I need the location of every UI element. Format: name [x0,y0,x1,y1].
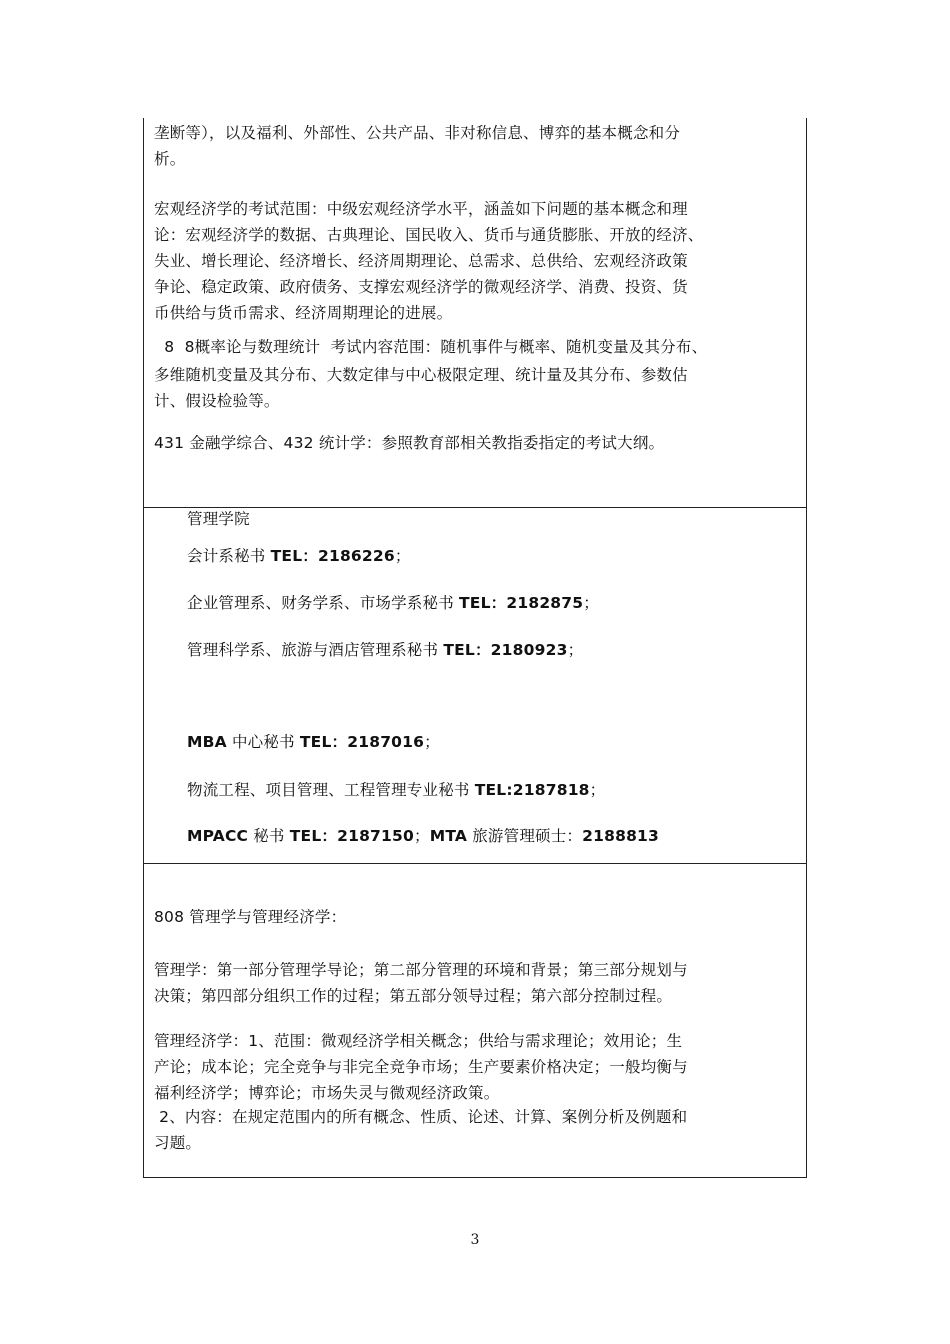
contacts-cell [143,508,807,864]
managerial-econ-line: 2、内容：在规定范围内的所有概念、性质、论述、计算、案例分析及例题和 [154,1108,688,1126]
management-text-line: 管理学：第一部分管理学导论；第二部分管理的环境和背景；第三部分规划与 [154,961,688,979]
logistics-contact: 物流工程、项目管理、工程管理专业秘书 TEL:2187818； [187,781,606,799]
micro-text-line: 析。 [154,150,186,168]
school-name: 管理学院 [187,510,250,528]
mpacc-mta-contact: MPACC 秘书 TEL：2187150；MTA 旅游管理硕士：2188813 [187,827,660,845]
macro-text-line: 币供给与货币需求、经济周期理论的进展。 [154,304,453,322]
accounting-contact: 会计系秘书 TEL：2186226； [187,547,411,565]
mba-contact: MBA 中心秘书 TEL：2187016； [187,733,440,751]
finance-statistics-line: 431 金融学综合、432 统计学：参照教育部相关教指委指定的考试大纲。 [154,434,665,452]
macro-text-line: 论：宏观经济学的数据、古典理论、国民收入、货币与通货膨胀、开放的经济、 [154,226,704,244]
probability-text-line: 多维随机变量及其分布、大数定律与中心极限定理、统计量及其分布、参数估 [154,366,688,384]
micro-text-line: 垄断等），以及福利、外部性、公共产品、非对称信息、博弈的基本概念和分 [154,124,681,142]
managerial-econ-line: 产论；成本论；完全竞争与非完全竞争市场；生产要素价格决定；一般均衡与 [154,1058,688,1076]
probability-text-line: 8 8概率论与数理统计 考试内容范围：随机事件与概率、随机变量及其分布、 [154,338,708,356]
probability-text-line: 计、假设检验等。 [154,392,280,410]
management-exam-cell [143,864,807,1178]
page-number: 3 [470,1232,480,1248]
management-text-line: 决策；第四部分组织工作的过程；第五部分领导过程；第六部分控制过程。 [154,987,673,1005]
managerial-econ-line: 习题。 [154,1134,202,1152]
management-science-contact: 管理科学系、旅游与酒店管理系秘书 TEL：2180923； [187,641,584,659]
macro-text-line: 争论、稳定政策、政府债务、支撑宏观经济学的微观经济学、消费、投资、货 [154,278,688,296]
managerial-econ-line: 管理经济学：1、范围：微观经济学相关概念；供给与需求理论；效用论；生 [154,1032,683,1050]
macro-text-line: 失业、增长理论、经济增长、经济周期理论、总需求、总供给、宏观经济政策 [154,252,688,270]
economics-cell [143,118,807,508]
managerial-econ-line: 福利经济学；博弈论；市场失灵与微观经济政策。 [154,1084,500,1102]
exam-808-title: 808 管理学与管理经济学： [154,908,347,926]
macro-text-line: 宏观经济学的考试范围：中级宏观经济学水平，涵盖如下问题的基本概念和理 [154,200,688,218]
business-contact: 企业管理系、财务学系、市场学系秘书 TEL：2182875； [187,594,599,612]
